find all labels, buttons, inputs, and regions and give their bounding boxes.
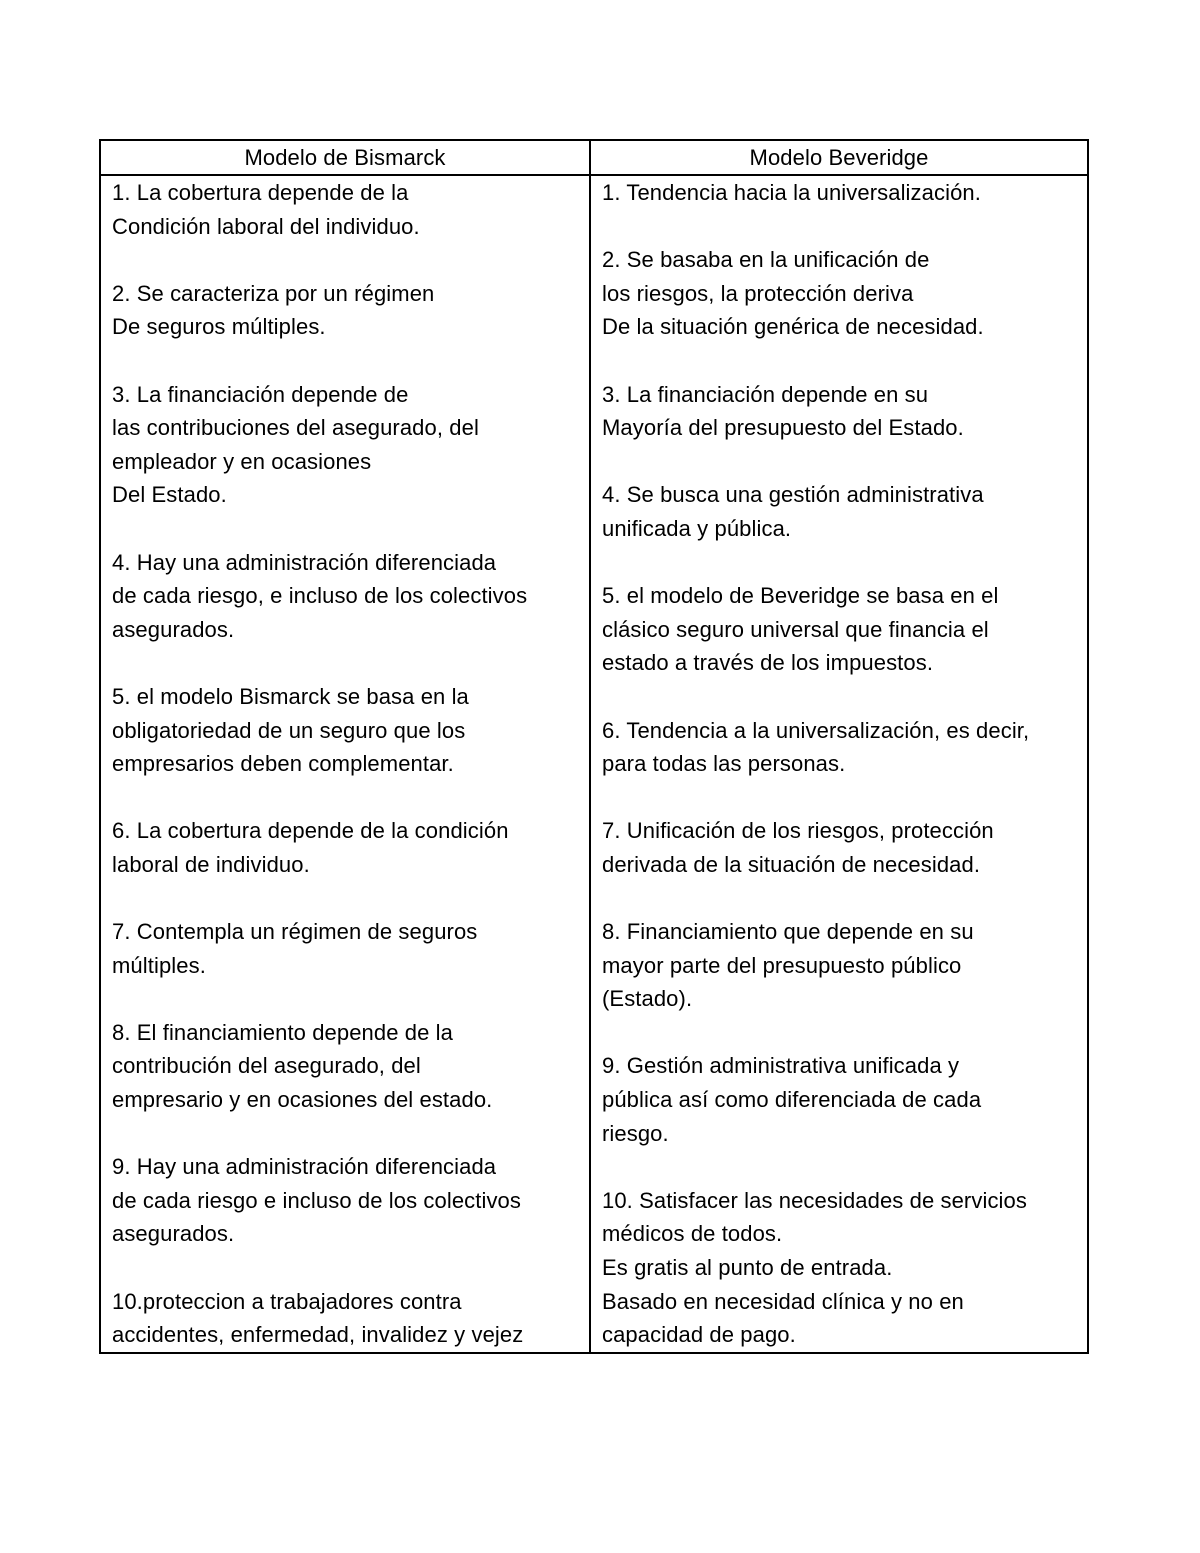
beveridge-cell: 1. Tendencia hacia la universalización. 2. Se basaba en la unificación de los riesgos, la protección deriva De la situación genérica de necesidad. 3. La financiación depende en su Mayoría del presupuesto del Estado. 4. Se busca una gestión administrativa unificada y pública. 5. el modelo de Beveridge se basa en el clásico seguro universal que financia el estado a través de los impuestos. 6. Tendencia a la universalización, es decir, para todas las personas. 7. Unificación de los riesgos, protección derivada de la situación de necesidad. 8. Financiamiento que depende en su mayor parte del presupuesto público (Estado). 9. Gestión administrativa unificada y pública así como diferenciada de cada riesgo. 10. Satisfacer las necesidades de servicios médicos de todos. Es gratis al punto de entrada. Basado en necesidad clínica y no en capacidad de pago. xyxy=(590,175,1088,1353)
header-bismarck: Modelo de Bismarck xyxy=(100,140,590,175)
header-row xyxy=(100,140,1088,175)
bismarck-cell: 1. La cobertura depende de la Condición laboral del individuo. 2. Se caracteriza por un régimen De seguros múltiples. 3. La financiación depende de las contribuciones del asegurado, del empleador y en ocasiones Del Estado. 4. Hay una administración diferenciada de cada riesgo, e incluso de los colectivos asegurados. 5. el modelo Bismarck se basa en la obligatoriedad de un seguro que los empresarios deben complementar. 6. La cobertura depende de la condición laboral de individuo. 7. Contempla un régimen de seguros múltiples. 8. El financiamiento depende de la contribución del asegurado, del empresario y en ocasiones del estado. 9. Hay una administración diferenciada de cada riesgo e incluso de los colectivos asegurados. 10.proteccion a trabajadores contra accidentes, enfermedad, invalidez y vejez xyxy=(100,175,590,1353)
comparison-table xyxy=(99,139,1089,1354)
content-row xyxy=(100,175,1088,1353)
header-beveridge: Modelo Beveridge xyxy=(590,140,1088,175)
